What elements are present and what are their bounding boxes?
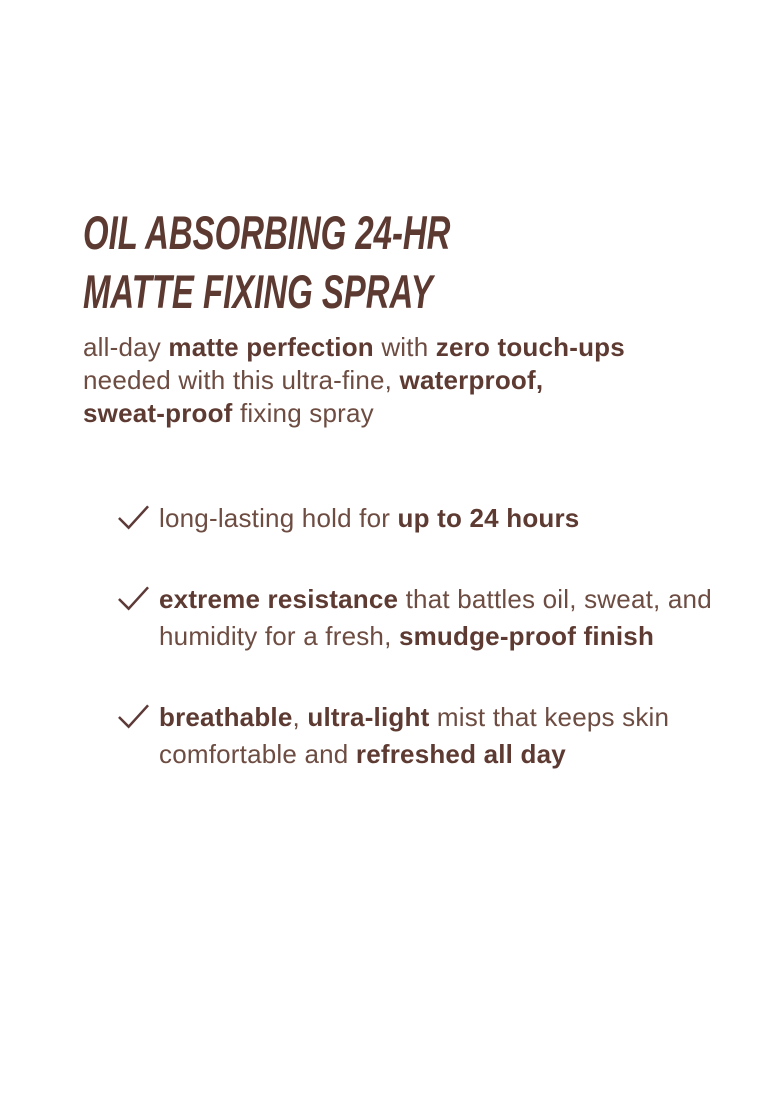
feature-item-extreme-resistance — [117, 581, 727, 655]
regular-text: that battles oil, sweat, and — [398, 584, 712, 614]
regular-text: humidity for a fresh, — [159, 621, 399, 651]
check-icon — [117, 702, 150, 730]
regular-text: , — [292, 702, 308, 732]
feature-list — [117, 500, 727, 817]
regular-text: with — [373, 332, 436, 362]
intro-paragraph — [83, 331, 683, 430]
emphasis-text: smudge-proof finish — [398, 621, 655, 651]
emphasis-text: extreme resistance — [159, 584, 399, 614]
emphasis-text: refreshed all day — [355, 739, 566, 769]
emphasis-text: waterproof, — [399, 365, 544, 395]
regular-text: long-lasting hold for — [159, 503, 398, 533]
check-icon — [117, 584, 150, 612]
feature-text — [159, 699, 669, 773]
emphasis-text: sweat-proof — [83, 398, 233, 428]
feature-item-long-lasting — [117, 500, 727, 537]
product-title — [83, 203, 608, 321]
regular-text: mist that keeps skin — [429, 702, 670, 732]
emphasis-text: up to 24 hours — [397, 503, 580, 533]
regular-text: comfortable and — [159, 739, 356, 769]
regular-text: all-day — [83, 332, 169, 362]
emphasis-text: ultra-light — [307, 702, 430, 732]
regular-text: needed with this ultra-fine, — [83, 365, 400, 395]
emphasis-text: breathable — [159, 702, 293, 732]
regular-text: fixing spray — [232, 398, 374, 428]
check-icon — [117, 503, 150, 531]
product-title-line-2: MATTE FIXING SPRAY — [83, 265, 433, 318]
product-title-line-1: OIL ABSORBING 24-HR — [83, 206, 451, 259]
feature-text — [159, 500, 579, 537]
feature-item-breathable — [117, 699, 727, 773]
emphasis-text: matte perfection — [168, 332, 374, 362]
feature-text — [159, 581, 712, 655]
emphasis-text: zero touch-ups — [435, 332, 625, 362]
